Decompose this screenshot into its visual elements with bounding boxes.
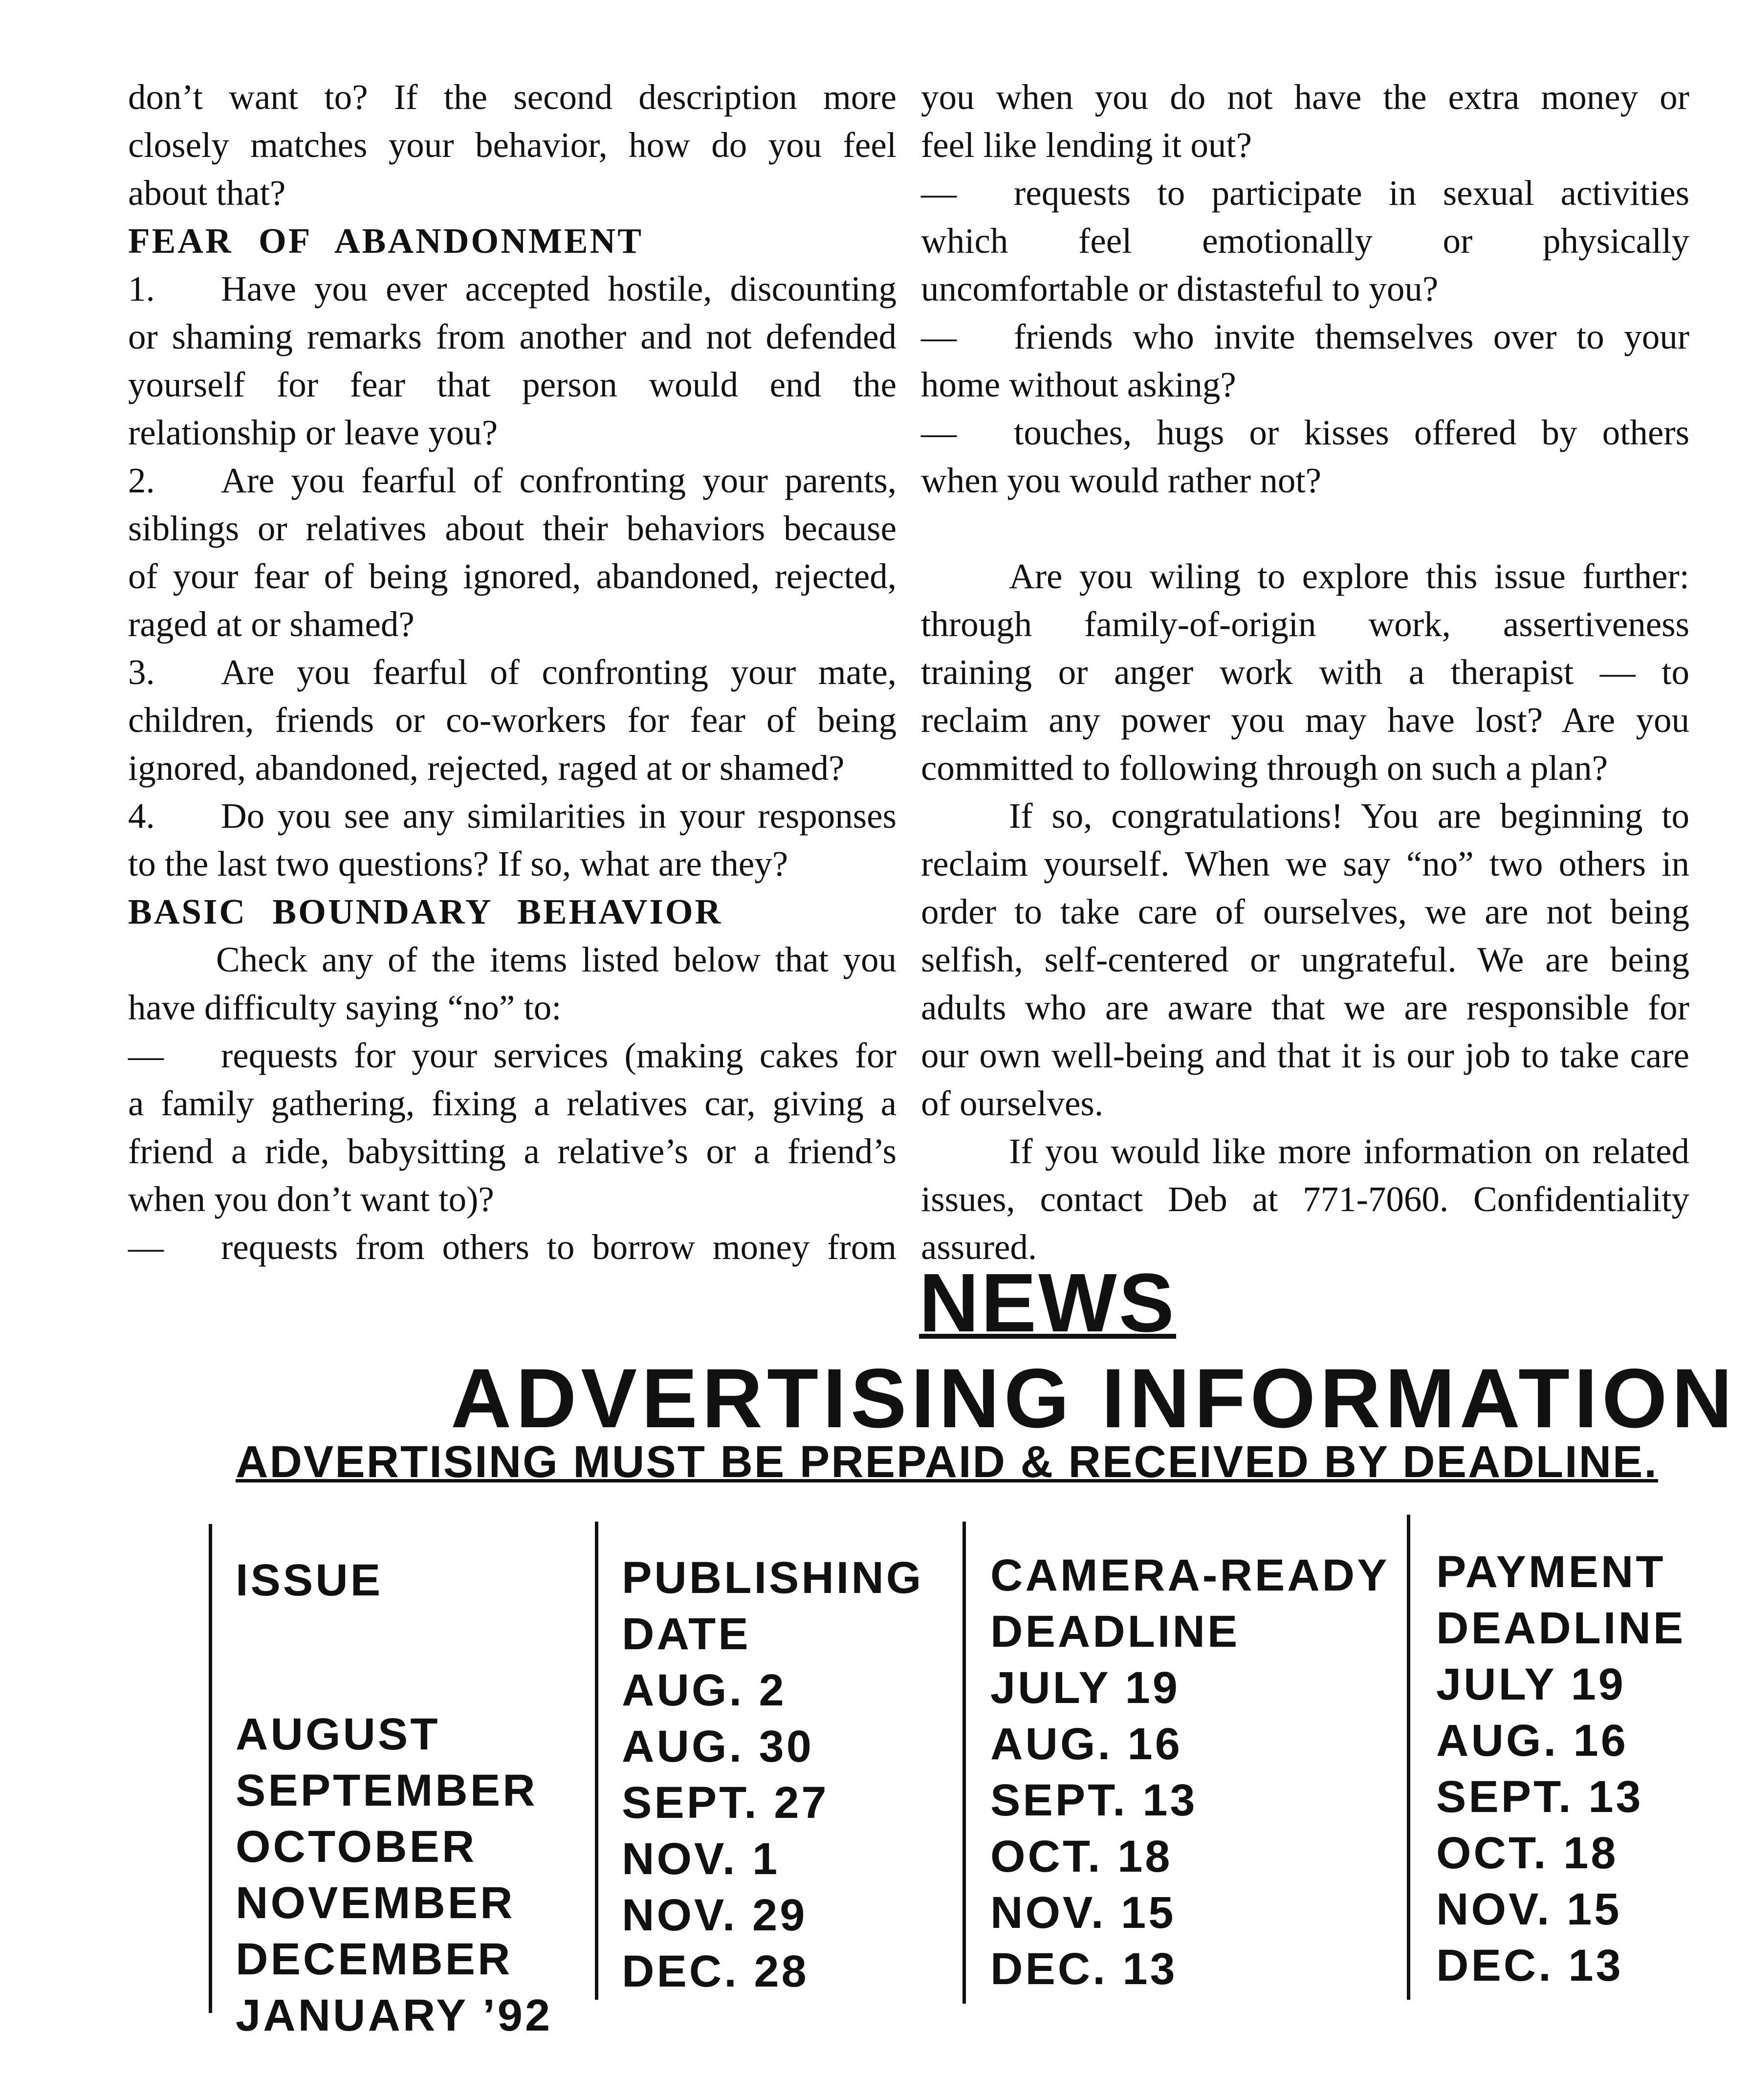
column-header: DATE — [622, 1609, 751, 1659]
line-text: siblings or relatives about their behaviors because — [128, 508, 897, 548]
line-text: friends who invite themselves over to your — [1014, 317, 1689, 356]
line-text: FEAR OF ABANDONMENT — [128, 221, 643, 261]
text-line — [921, 840, 1689, 888]
schedule-cell: SEPT. 13 — [990, 1775, 1198, 1825]
schedule-cell: SEPTEMBER — [236, 1766, 538, 1815]
line-text: reclaim yourself. When we say “no” two others in — [921, 844, 1689, 884]
line-text: assured. — [921, 1227, 1037, 1267]
text-line — [921, 553, 1689, 600]
section-heading — [128, 217, 897, 265]
line-text: Are you wiling to explore this issue further: — [1009, 556, 1689, 596]
dash-marker: — — [921, 317, 957, 356]
line-text: you when you do not have the extra money or — [921, 77, 1689, 117]
advertising-subheading: ADVERTISING MUST BE PREPAID & RECEIVED BY DEADLINE. — [236, 1437, 1658, 1487]
text-line — [921, 888, 1689, 936]
line-text: requests for your services (making cakes for — [221, 1036, 897, 1075]
text-line — [128, 1223, 897, 1271]
text-line — [921, 505, 1689, 553]
schedule-column-payment-deadline — [1436, 1544, 1685, 1994]
schedule-cell: DEC. 13 — [1436, 1941, 1623, 1990]
text-line — [128, 409, 897, 457]
text-line — [128, 600, 897, 648]
schedule-cell: JULY 19 — [1436, 1659, 1626, 1709]
advertising-heading: ADVERTISING INFORMATION — [451, 1351, 1737, 1445]
line-text: when you don’t want to)? — [128, 1179, 494, 1219]
table-divider — [1407, 1515, 1410, 2000]
dash-marker: — — [128, 1036, 164, 1075]
news-title: NEWS — [919, 1257, 1176, 1349]
line-text: adults who are aware that we are responsible for — [921, 988, 1689, 1027]
text-line — [128, 457, 897, 505]
column-header: PUBLISHING — [622, 1553, 924, 1603]
schedule-cell: DEC. 28 — [622, 1946, 809, 1996]
schedule-cell: OCT. 18 — [1436, 1828, 1619, 1878]
text-line — [128, 1032, 897, 1080]
text-line — [921, 217, 1689, 265]
line-text: have difficulty saying “no” to: — [128, 988, 562, 1027]
line-text: to the last two questions? If so, what are they? — [128, 844, 788, 884]
text-line — [128, 840, 897, 888]
text-line — [128, 792, 897, 840]
text-line — [128, 73, 897, 121]
section-heading — [128, 888, 897, 936]
text-line — [921, 457, 1689, 505]
text-line — [921, 648, 1689, 696]
schedule-cell: AUG. 30 — [622, 1722, 814, 1771]
text-line — [921, 1127, 1689, 1175]
text-line — [921, 361, 1689, 409]
line-text: ignored, abandoned, rejected, raged at or shamed? — [128, 748, 845, 788]
item-number: 1. — [128, 269, 155, 309]
text-line — [921, 169, 1689, 217]
line-text: committed to following through on such a plan? — [921, 748, 1608, 788]
line-text: reclaim any power you may have lost? Are you — [921, 700, 1689, 740]
line-text: which feel emotionally or physically — [921, 221, 1689, 261]
line-text: when you would rather not? — [921, 461, 1322, 500]
column-header — [236, 1609, 552, 1665]
text-line — [921, 121, 1689, 169]
text-line — [921, 984, 1689, 1032]
article-left-column — [128, 73, 897, 1271]
line-text: yourself for fear that person would end the — [128, 365, 897, 404]
item-number: 4. — [128, 796, 155, 836]
text-line — [921, 313, 1689, 361]
line-text: order to take care of ourselves, we are not being — [921, 892, 1689, 931]
schedule-cell: DECEMBER — [236, 1934, 513, 1984]
schedule-cell: NOVEMBER — [236, 1878, 515, 1928]
text-line — [921, 1080, 1689, 1127]
line-text: selfish, self-centered or ungrateful. We are being — [921, 940, 1689, 979]
schedule-cell: OCT. 18 — [990, 1832, 1173, 1881]
column-header: DEADLINE — [990, 1607, 1240, 1657]
text-line — [128, 936, 897, 984]
line-text: feel like lending it out? — [921, 125, 1252, 165]
line-text: If you would like more information on related — [1009, 1131, 1689, 1171]
line-text: Are you fearful of confronting your mate, — [221, 652, 897, 692]
column-header: CAMERA-READY — [990, 1550, 1390, 1600]
schedule-cell: AUG. 2 — [622, 1665, 787, 1715]
line-text: uncomfortable or distasteful to you? — [921, 269, 1439, 309]
line-text: touches, hugs or kisses offered by others — [1014, 413, 1689, 452]
text-line — [128, 1175, 897, 1223]
line-text: our own well-being and that it is our job to take care — [921, 1036, 1689, 1075]
line-text: don’t want to? If the second description more — [128, 77, 897, 117]
line-text: about that? — [128, 173, 286, 213]
table-divider — [209, 1524, 212, 2013]
schedule-column-issue — [236, 1552, 552, 2044]
text-line — [128, 313, 897, 361]
schedule-cell: JANUARY ’92 — [236, 1990, 553, 2040]
line-text: Do you see any similarities in your responses — [221, 796, 897, 836]
line-text: raged at or shamed? — [128, 604, 415, 644]
schedule-cell: NOV. 1 — [622, 1834, 780, 1884]
text-line — [128, 648, 897, 696]
dash-marker: — — [921, 173, 957, 213]
schedule-cell: SEPT. 27 — [622, 1778, 829, 1828]
text-line — [128, 121, 897, 169]
line-text: Are you fearful of confronting your parents, — [221, 461, 897, 500]
text-line — [128, 696, 897, 744]
dash-marker: — — [921, 413, 957, 452]
line-text: or shaming remarks from another and not defended — [128, 317, 897, 356]
schedule-cell: SEPT. 13 — [1436, 1772, 1643, 1822]
text-line — [128, 1080, 897, 1127]
line-text: Have you ever accepted hostile, discounting — [221, 269, 897, 309]
text-line — [128, 1127, 897, 1175]
line-text: through family-of-origin work, assertiveness — [921, 604, 1689, 644]
text-line — [921, 696, 1689, 744]
table-divider — [595, 1522, 598, 2000]
table-divider — [962, 1522, 966, 2004]
schedule-column-publishing-date — [622, 1550, 923, 2000]
text-line — [128, 169, 897, 217]
schedule-cell: DEC. 13 — [990, 1944, 1178, 1994]
text-line — [921, 73, 1689, 121]
line-text: issues, contact Deb at 771-7060. Confidentiality — [921, 1179, 1689, 1219]
line-text: a family gathering, fixing a relatives car, giving a — [128, 1083, 897, 1123]
text-line — [921, 1175, 1689, 1223]
text-line — [128, 744, 897, 792]
line-text: home without asking? — [921, 365, 1236, 404]
text-line — [128, 265, 897, 313]
text-line — [128, 553, 897, 600]
schedule-cell: AUG. 16 — [1436, 1716, 1628, 1766]
schedule-cell: AUGUST — [236, 1709, 440, 1759]
item-number: 2. — [128, 461, 155, 500]
text-line — [921, 1032, 1689, 1080]
text-line — [128, 361, 897, 409]
item-number: 3. — [128, 652, 155, 692]
line-text: training or anger work with a therapist — to — [921, 652, 1689, 692]
line-text: of your fear of being ignored, abandoned, rejected, — [128, 556, 897, 596]
line-text: Check any of the items listed below that you — [216, 940, 897, 979]
line-text: of ourselves. — [921, 1083, 1104, 1123]
dash-marker: — — [128, 1227, 164, 1267]
column-header: DEADLINE — [1436, 1603, 1686, 1653]
text-line — [921, 409, 1689, 457]
text-line — [128, 505, 897, 553]
column-header: PAYMENT — [1436, 1547, 1666, 1597]
line-text: BASIC BOUNDARY BEHAVIOR — [128, 892, 723, 931]
line-text: requests from others to borrow money from — [221, 1227, 897, 1267]
article-right-column — [921, 73, 1689, 1271]
schedule-cell: OCTOBER — [236, 1822, 477, 1872]
line-text: requests to participate in sexual activities — [1014, 173, 1689, 213]
line-text: closely matches your behavior, how do you feel — [128, 125, 897, 165]
schedule-cell: JULY 19 — [990, 1663, 1180, 1713]
text-line — [921, 744, 1689, 792]
column-header: ISSUE — [236, 1555, 383, 1605]
spacer — [236, 1665, 552, 1706]
schedule-cell: NOV. 29 — [622, 1890, 808, 1940]
text-line — [921, 265, 1689, 313]
line-text: children, friends or co-workers for fear of being — [128, 700, 897, 740]
text-line — [921, 792, 1689, 840]
line-text: relationship or leave you? — [128, 413, 498, 452]
text-line — [921, 600, 1689, 648]
schedule-column-camera-ready-deadline — [990, 1547, 1389, 1997]
text-line — [921, 936, 1689, 984]
schedule-cell: AUG. 16 — [990, 1719, 1182, 1769]
schedule-cell: NOV. 15 — [990, 1888, 1176, 1938]
schedule-cell: NOV. 15 — [1436, 1884, 1622, 1934]
line-text: friend a ride, babysitting a relative’s or a friend’s — [128, 1131, 897, 1171]
line-text: If so, congratulations! You are beginning to — [1009, 796, 1689, 836]
text-line — [128, 984, 897, 1032]
